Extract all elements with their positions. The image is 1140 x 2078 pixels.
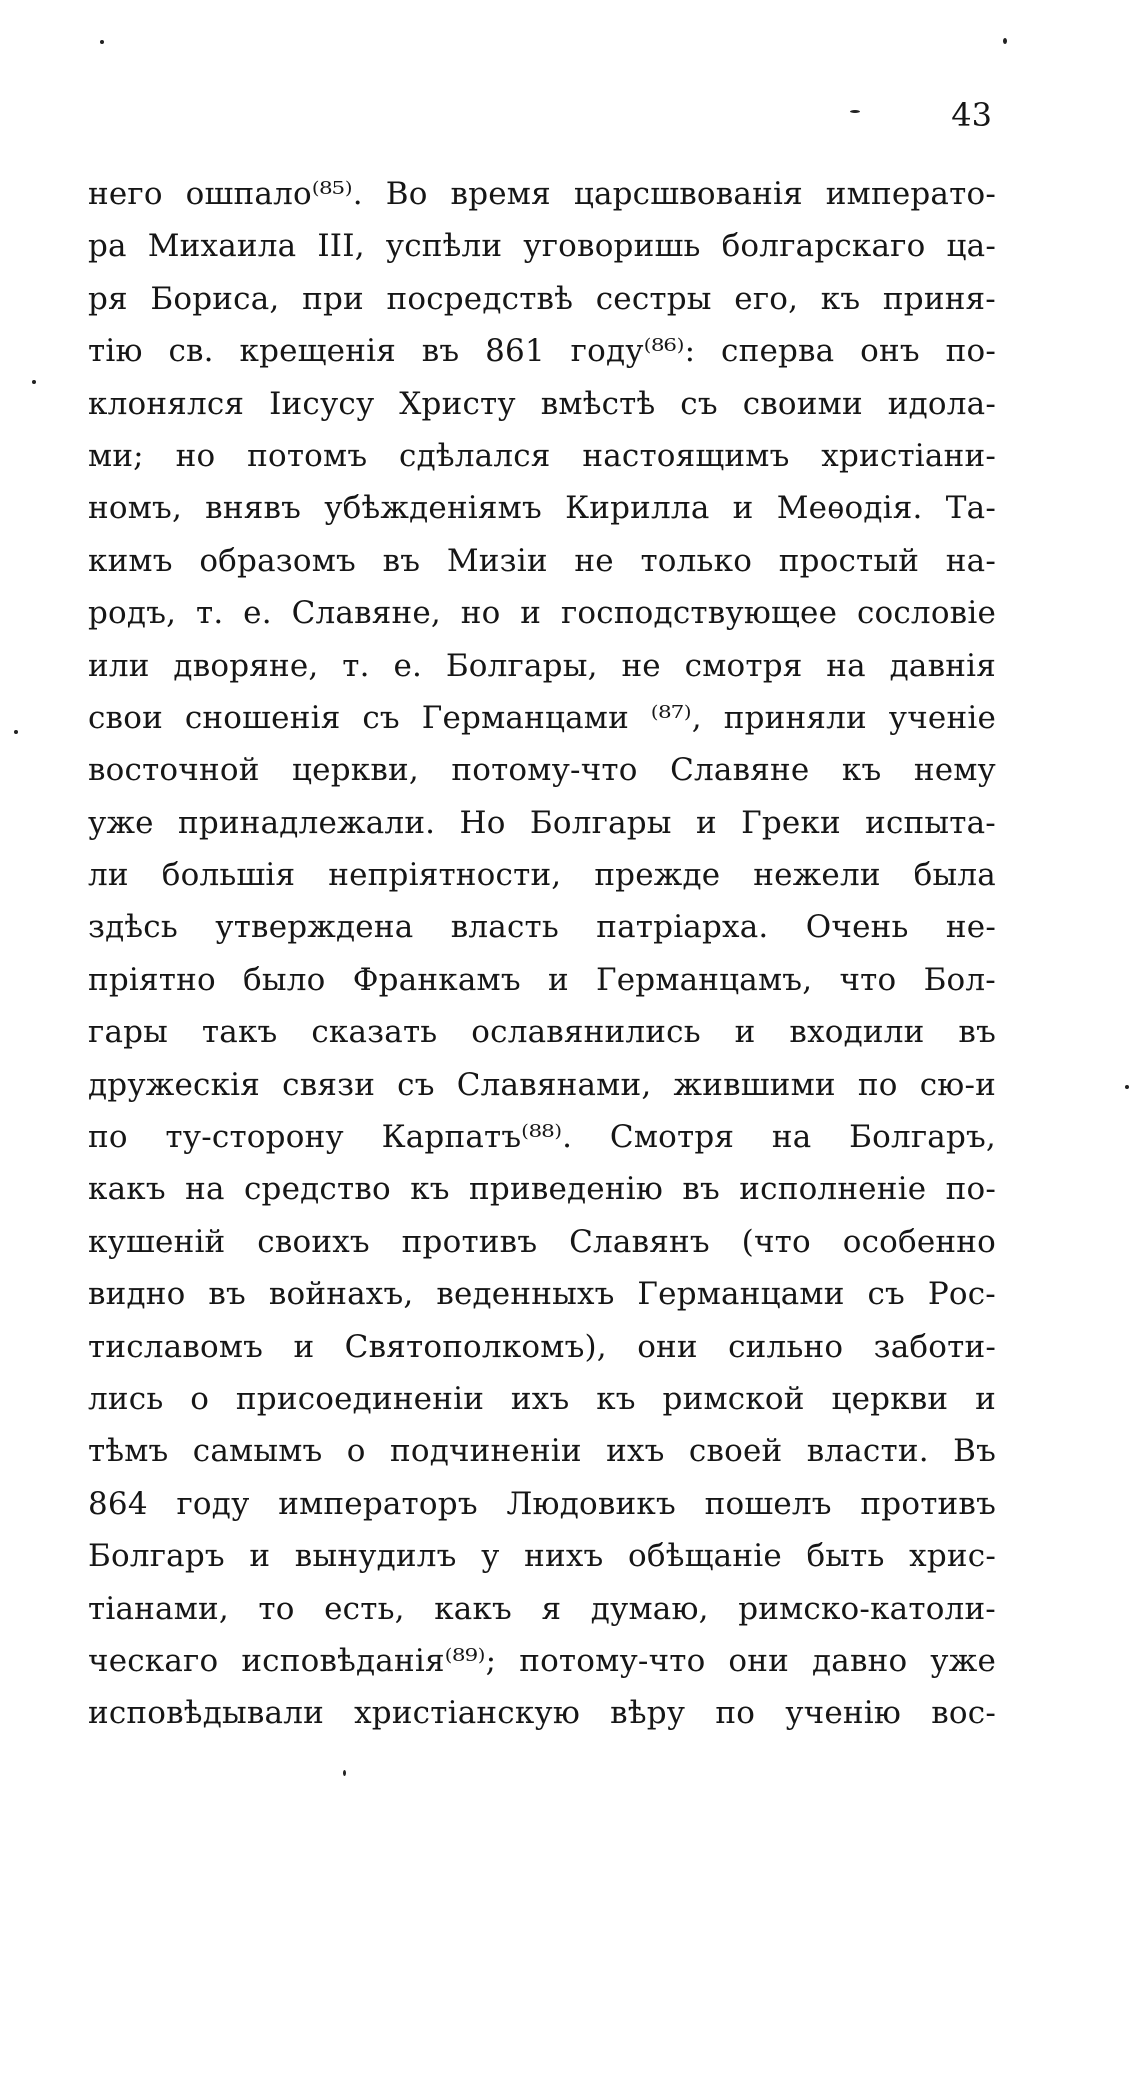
scan-speck <box>343 1770 346 1776</box>
text-line: тіанами, то есть, какъ я думаю, римско-католи- <box>88 1590 996 1627</box>
text-line: него ошпало⁽⁸⁵⁾. Во время царсшвованія императо- <box>88 176 996 212</box>
text-line: ра Михаила III, успѣли уговоришь болгарскаго ца- <box>88 228 996 265</box>
text-line: тиславомъ и Святополкомъ), они сильно заботи- <box>88 1328 996 1365</box>
text-line: Болгаръ и вынудилъ у нихъ обѣщаніе быть хрис- <box>88 1538 996 1575</box>
text-line: кимъ образомъ въ Мизіи не только простый на- <box>88 542 996 579</box>
text-line: клонялся Іисусу Христу вмѣстѣ съ своими идола- <box>88 385 996 422</box>
text-line: тію св. крещенія въ 861 году⁽⁸⁶⁾: сперва онъ по- <box>88 333 996 370</box>
page-number: 43 <box>951 96 992 134</box>
text-line: восточной церкви, потому-что Славяне къ нему <box>88 752 996 789</box>
scan-speck <box>32 380 36 384</box>
text-line: номъ, внявъ убѣжденіямъ Кирилла и Меѳодія. Та- <box>88 490 996 527</box>
text-line: кушеній своихъ противъ Славянъ (что особенно <box>88 1223 996 1260</box>
scan-speck <box>14 730 18 734</box>
text-line: лись о присоединеніи ихъ къ римской церкви и <box>88 1380 996 1417</box>
text-line: пріятно было Франкамъ и Германцамъ, что Бол- <box>88 961 996 998</box>
text-line: свои сношенія съ Германцами ⁽⁸⁷⁾, приняли ученіе <box>88 699 996 736</box>
text-line: ми; но потомъ сдѣлался настоящимъ христіани- <box>88 437 996 474</box>
text-line: по ту-сторону Карпатъ⁽⁸⁸⁾. Смотря на Болгаръ, <box>88 1119 996 1156</box>
text-line: исповѣдывали христіанскую вѣру по ученію вос- <box>88 1695 996 1732</box>
text-line: ческаго исповѣданія⁽⁸⁹⁾; потому-что они давно уже <box>88 1642 996 1679</box>
text-line: ря Бориса, при посредствѣ сестры его, къ приня- <box>88 280 996 317</box>
text-line: видно въ войнахъ, веденныхъ Германцами съ Рос- <box>88 1276 996 1313</box>
text-line: тѣмъ самымъ о подчиненіи ихъ своей власти. Въ <box>88 1433 996 1470</box>
text-line: какъ на средство къ приведенію въ исполненіе по- <box>88 1171 996 1208</box>
text-line: уже принадлежали. Но Болгары и Греки испыта- <box>88 804 996 841</box>
text-line: дружескія связи съ Славянами, жившими по сю-и <box>88 1066 996 1103</box>
text-line: 864 году императоръ Людовикъ пошелъ противъ <box>88 1485 996 1522</box>
text-line: родъ, т. е. Славяне, но и господствующее сословіе <box>88 595 996 632</box>
scan-speck <box>100 40 104 44</box>
scan-speck <box>850 110 860 113</box>
scan-speck <box>1003 38 1007 44</box>
text-line: гары такъ сказать ославянились и входили въ <box>88 1014 996 1051</box>
body-text <box>88 168 996 1740</box>
text-line: или дворяне, т. е. Болгары, не смотря на давнія <box>88 647 996 684</box>
text-line: ли большія непріятности, прежде нежели была <box>88 857 996 894</box>
scan-speck <box>1125 1085 1129 1089</box>
text-line: здѣсь утверждена власть патріарха. Очень не- <box>88 909 996 946</box>
